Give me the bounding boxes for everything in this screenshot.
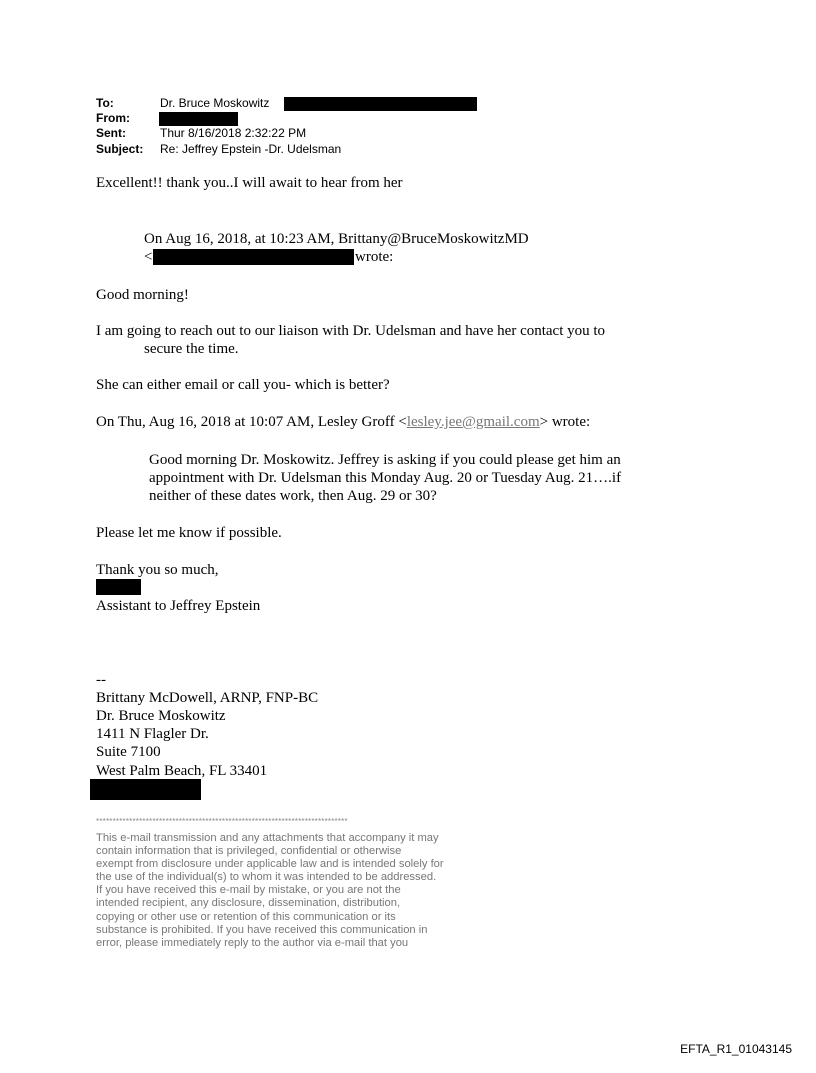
to-label: To: [96,96,114,110]
subject-value: Re: Jeffrey Epstein -Dr. Udelsman [160,142,342,156]
quote2-line-2: appointment with Dr. Udelsman this Monday Aug. 20 or Tuesday Aug. 21….if [149,470,622,486]
redaction-bar [90,779,201,800]
signature-city-prefix: West Palm Beach [96,763,202,779]
signature-practice: Dr. Bruce Moskowitz [96,708,226,724]
quote2-line-1: Good morning Dr. Moskowitz. Jeffrey is asking if you could please get him an [149,452,621,468]
paragraph-1-line-2: secure the time. [144,341,239,357]
disclaimer-line: substance is prohibited. If you have received this communication in [96,923,428,936]
disclaimer-line: exempt from disclosure under applicable law and is intended solely for [96,858,444,871]
greeting: Good morning! [96,287,189,303]
disclaimer-line: error, please immediately reply to the author via e-mail that you [96,936,409,949]
redaction-bar [284,97,477,111]
quote2-line-3: neither of these dates work, then Aug. 29 or 30? [149,488,437,504]
from-label: From: [96,111,130,125]
thanks-line: Thank you so much, [96,562,219,578]
subject-label: Subject: [96,142,144,156]
redaction-bar [159,112,238,126]
signature-city-suffix: , FL 33401 [201,763,268,779]
disclaimer-stars: **************************************************************************** [96,817,348,826]
quote1-lt: < [144,249,153,265]
document-id: EFTA_R1_01043145 [680,1042,792,1056]
signature-name: Brittany McDowell, ARNP, FNP-BC [96,690,319,706]
disclaimer-line: intended recipient, any disclosure, dissemination, distribution, [96,897,401,910]
signature-suite: Suite 7100 [96,744,161,760]
to-value: Dr. Bruce Moskowitz [160,96,270,110]
sent-label: Sent: [96,126,126,140]
assistant-line: Assistant to Jeffrey Epstein [96,598,261,614]
disclaimer-line: the use of the individual(s) to whom it was intended to be addressed. [96,871,437,884]
quote2-intro [96,413,590,431]
disclaimer-line: contain information that is privileged, confidential or otherwise [96,845,402,858]
please-line: Please let me know if possible. [96,525,282,541]
quote1-wrote: wrote: [355,249,394,265]
redaction-bar [153,249,354,265]
quote2-intro-prefix: On Thu, Aug 16, 2018 at 10:07 AM, Lesley Groff < [96,414,407,430]
redaction-bar [96,579,141,595]
paragraph-1-line-1: I am going to reach out to our liaison with Dr. Udelsman and have her contact you to [96,323,606,339]
disclaimer-line: copying or other use or retention of this communication or its [96,910,396,923]
email-link[interactable]: lesley.jee@gmail.com [406,414,540,430]
reply-line: Excellent!! thank you..I will await to hear from her [96,175,403,191]
disclaimer-line: This e-mail transmission and any attachments that accompany it may [96,832,439,844]
quote2-intro-suffix: > wrote: [539,414,591,430]
disclaimer-line: If you have received this e-mail by mistake, or you are not the [96,884,401,897]
signature-city [96,762,267,780]
signature-dashes: -- [96,672,106,688]
signature-street: 1411 N Flagler Dr. [96,726,209,742]
quote1-intro: On Aug 16, 2018, at 10:23 AM, Brittany@BruceMoskowitzMD [144,231,529,247]
sent-value: Thur 8/16/2018 2:32:22 PM [160,126,307,140]
disclaimer-text [96,832,444,950]
paragraph-2: She can either email or call you- which is better? [96,377,390,393]
